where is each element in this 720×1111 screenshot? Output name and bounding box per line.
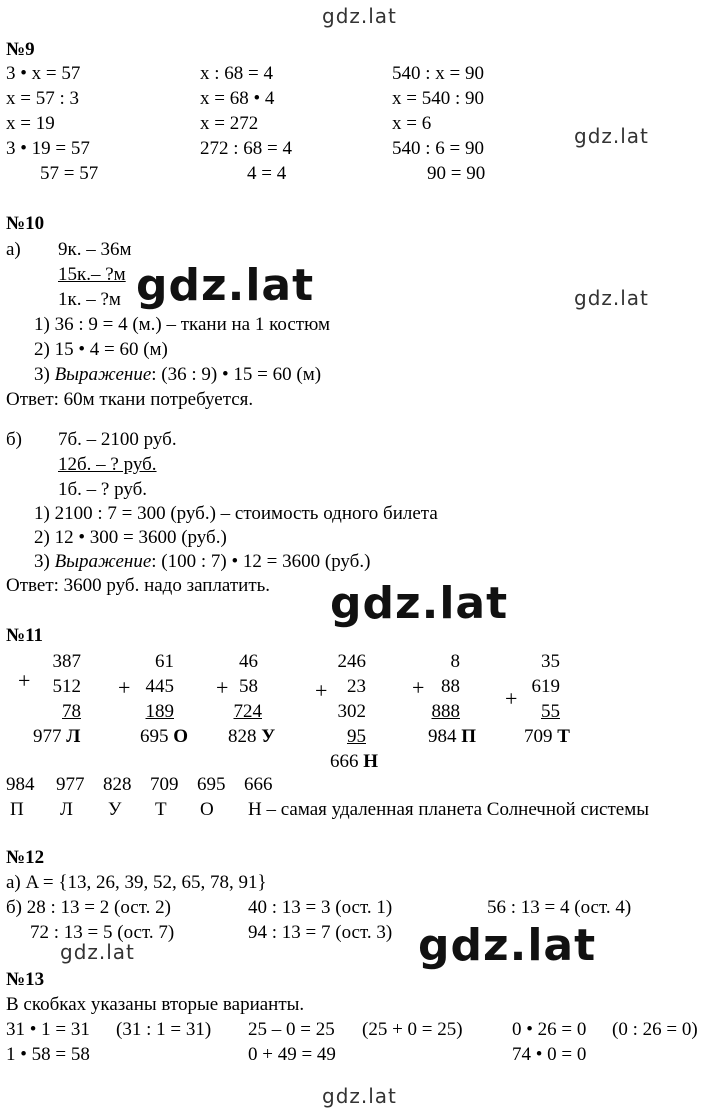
eq-line: 0 + 49 = 49 bbox=[248, 1044, 336, 1065]
eq-line: x : 68 = 4 bbox=[200, 63, 273, 84]
plus-sign: + bbox=[412, 675, 425, 700]
solution-step: 1) 36 : 9 = 4 (м.) – ткани на 1 костюм bbox=[34, 314, 331, 335]
order-number: 828 bbox=[103, 774, 132, 795]
eq-line: 74 • 0 = 0 bbox=[512, 1044, 587, 1065]
addend: 78 bbox=[62, 701, 81, 722]
watermark: gdz.lat bbox=[418, 920, 597, 971]
eq-line: 4 = 4 bbox=[247, 163, 287, 184]
eq-line: 90 = 90 bbox=[427, 163, 486, 184]
order-number: 984 bbox=[6, 774, 35, 795]
solution-step: 2) 12 • 300 = 3600 (руб.) bbox=[34, 527, 227, 548]
solution-step: 3) Выражение: (100 : 7) • 12 = 3600 (руб.) bbox=[34, 551, 371, 572]
eq-line: 0 • 26 = 0 bbox=[512, 1019, 587, 1040]
section-title-10: №10 bbox=[6, 213, 45, 234]
plus-sign: + bbox=[118, 675, 131, 700]
eq-line: 31 • 1 = 31 bbox=[6, 1019, 90, 1040]
eq-line: x = 57 : 3 bbox=[6, 88, 79, 109]
addend: 619 bbox=[531, 676, 560, 697]
addend: 724 bbox=[233, 701, 262, 722]
part-label: б) bbox=[6, 429, 22, 450]
section-title-12: №12 bbox=[6, 847, 45, 868]
sum-row: 984 П bbox=[428, 726, 477, 747]
order-number: 695 bbox=[197, 774, 226, 795]
eq-alt: (25 + 0 = 25) bbox=[362, 1019, 463, 1040]
answer-line: Ответ: 3600 руб. надо заплатить. bbox=[6, 575, 271, 596]
solution-step: 1) 2100 : 7 = 300 (руб.) – стоимость одного билета bbox=[34, 503, 438, 524]
addend: 888 bbox=[431, 701, 460, 722]
set-line: а) A = {13, 26, 39, 52, 65, 78, 91} bbox=[6, 872, 267, 893]
conclusion-line: Н – самая удаленная планета Солнечной системы bbox=[248, 799, 650, 820]
division-line: 72 : 13 = 5 (ост. 7) bbox=[30, 922, 175, 943]
addend: 95 bbox=[347, 726, 366, 747]
eq-line: 1 • 58 = 58 bbox=[6, 1044, 90, 1065]
addend: 8 bbox=[450, 651, 460, 672]
order-number: 977 bbox=[56, 774, 85, 795]
addend: 445 bbox=[145, 676, 174, 697]
division-line: б) 28 : 13 = 2 (ост. 2) bbox=[6, 897, 171, 918]
watermark: gdz.lat bbox=[574, 286, 649, 310]
eq-line: 57 = 57 bbox=[40, 163, 99, 184]
solution-step: 2) 15 • 4 = 60 (м) bbox=[34, 339, 168, 360]
addend: 246 bbox=[337, 651, 366, 672]
condition-line: 7б. – 2100 руб. bbox=[58, 429, 177, 450]
section-title-9: №9 bbox=[6, 39, 35, 60]
eq-line: 272 : 68 = 4 bbox=[200, 138, 292, 159]
division-line: 94 : 13 = 7 (ост. 3) bbox=[248, 922, 393, 943]
section-title-11: №11 bbox=[6, 625, 44, 646]
addend: 46 bbox=[239, 651, 258, 672]
addend: 55 bbox=[541, 701, 560, 722]
watermark: gdz.lat bbox=[136, 260, 315, 311]
part-label: а) bbox=[6, 239, 21, 260]
intro-line: В скобках указаны вторые варианты. bbox=[6, 994, 305, 1015]
order-letter: П bbox=[10, 799, 24, 820]
eq-line: x = 6 bbox=[392, 113, 432, 134]
solution-step: 3) Выражение: (36 : 9) • 15 = 60 (м) bbox=[34, 364, 322, 385]
addend: 58 bbox=[239, 676, 258, 697]
eq-line: x = 19 bbox=[6, 113, 55, 134]
plus-sign: + bbox=[18, 668, 31, 693]
watermark: gdz.lat bbox=[322, 1084, 397, 1108]
eq-line: 3 • x = 57 bbox=[6, 63, 81, 84]
division-line: 56 : 13 = 4 (ост. 4) bbox=[487, 897, 632, 918]
order-letter: О bbox=[200, 799, 214, 820]
condition-line: 9к. – 36м bbox=[58, 239, 132, 260]
condition-line: 12б. – ? руб. bbox=[58, 454, 157, 475]
sum-row: 666 Н bbox=[330, 751, 379, 772]
addend: 61 bbox=[155, 651, 174, 672]
eq-line: x = 68 • 4 bbox=[200, 88, 275, 109]
watermark: gdz.lat bbox=[574, 124, 649, 148]
eq-line: 3 • 19 = 57 bbox=[6, 138, 90, 159]
watermark: gdz.lat bbox=[330, 578, 509, 629]
sum-row: 709 Т bbox=[524, 726, 570, 747]
sum-row: 977 Л bbox=[33, 726, 81, 747]
order-letter: У bbox=[108, 799, 122, 820]
eq-line: x = 540 : 90 bbox=[392, 88, 484, 109]
sum-row: 695 О bbox=[140, 726, 189, 747]
addend: 88 bbox=[441, 676, 460, 697]
section-title-13: №13 bbox=[6, 969, 45, 990]
addend: 302 bbox=[337, 701, 366, 722]
eq-alt: (31 : 1 = 31) bbox=[116, 1019, 212, 1040]
eq-line: 540 : x = 90 bbox=[392, 63, 484, 84]
eq-line: 540 : 6 = 90 bbox=[392, 138, 484, 159]
division-line: 40 : 13 = 3 (ост. 1) bbox=[248, 897, 393, 918]
eq-alt: (0 : 26 = 0) bbox=[612, 1019, 698, 1040]
order-letter: Т bbox=[155, 799, 167, 820]
eq-line: x = 272 bbox=[200, 113, 259, 134]
plus-sign: + bbox=[315, 678, 328, 703]
sum-row: 828 У bbox=[228, 726, 276, 747]
watermark: gdz.lat bbox=[60, 940, 135, 964]
condition-line: 1к. – ?м bbox=[58, 289, 121, 310]
addend: 512 bbox=[52, 676, 81, 697]
addend: 189 bbox=[145, 701, 174, 722]
order-number: 709 bbox=[150, 774, 179, 795]
order-letter: Л bbox=[60, 799, 73, 820]
plus-sign: + bbox=[505, 686, 518, 711]
order-number: 666 bbox=[244, 774, 273, 795]
answer-line: Ответ: 60м ткани потребуется. bbox=[6, 389, 254, 410]
plus-sign: + bbox=[216, 675, 229, 700]
addend: 387 bbox=[52, 651, 81, 672]
addend: 23 bbox=[347, 676, 366, 697]
addend: 35 bbox=[541, 651, 560, 672]
condition-line: 15к.– ?м bbox=[58, 264, 126, 285]
eq-line: 25 – 0 = 25 bbox=[248, 1019, 335, 1040]
condition-line: 1б. – ? руб. bbox=[58, 479, 148, 500]
watermark: gdz.lat bbox=[322, 4, 397, 28]
